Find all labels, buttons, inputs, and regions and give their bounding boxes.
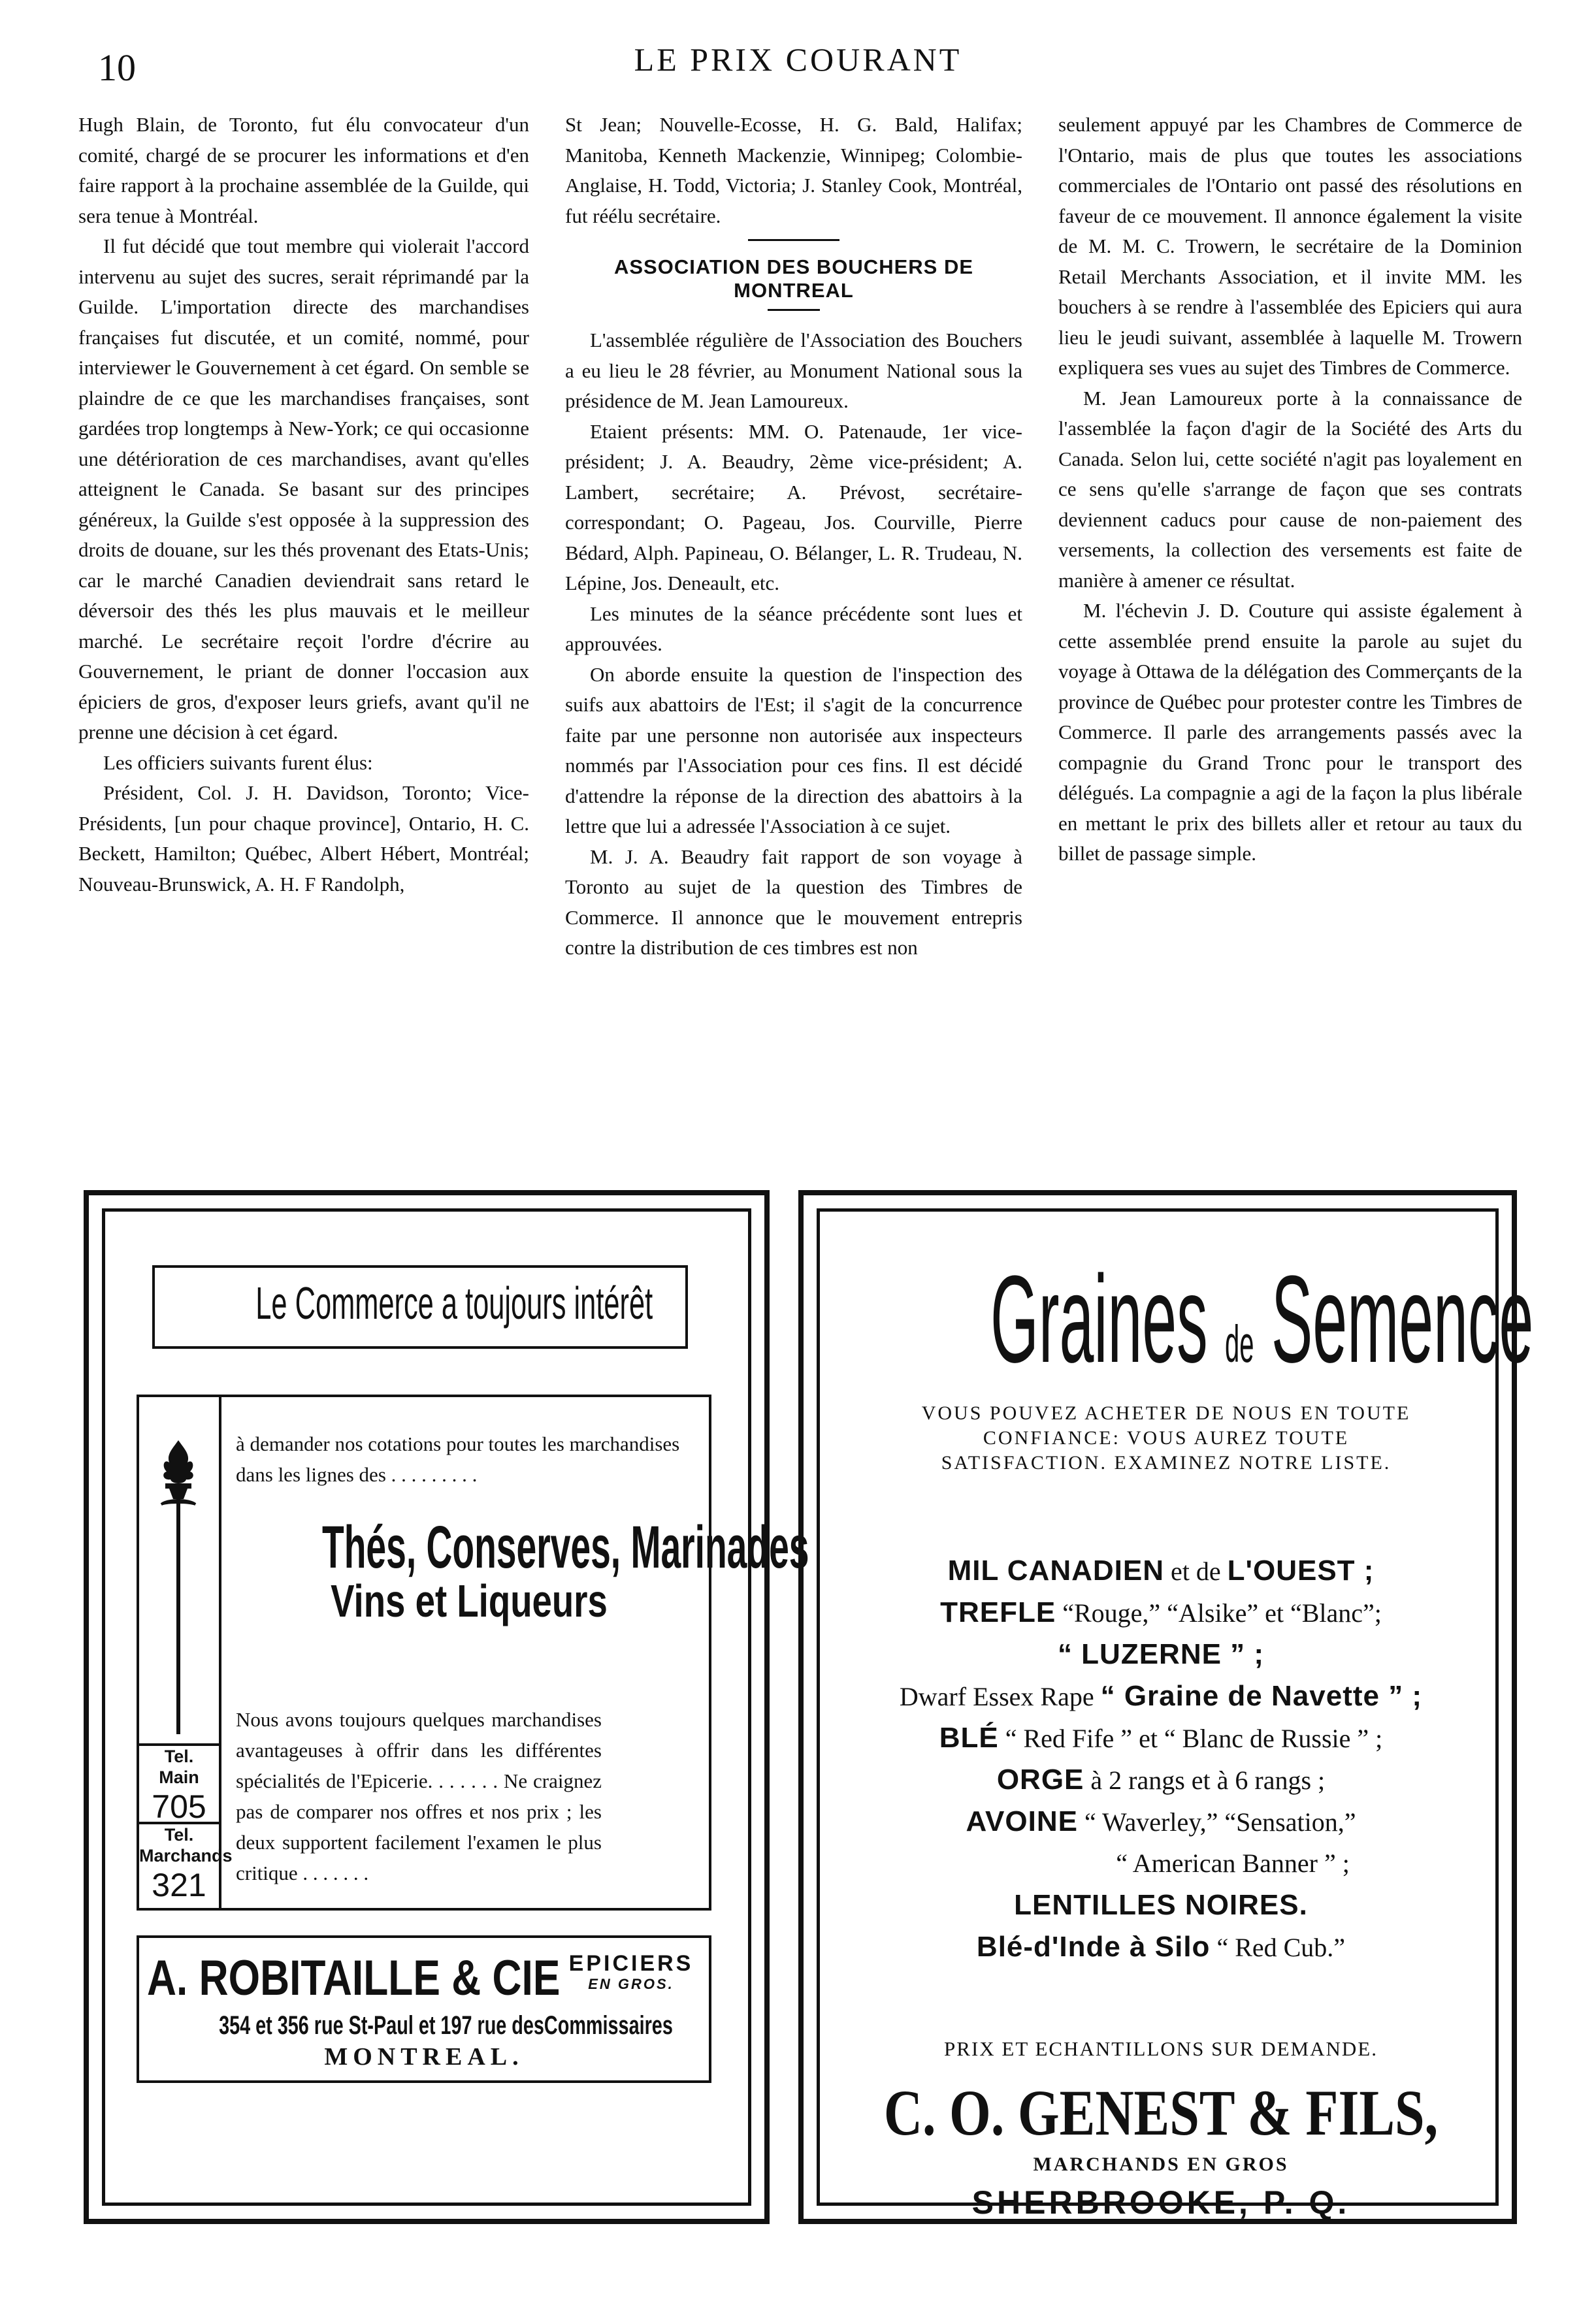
company-name: C. O. GENEST & FILS, bbox=[883, 2076, 1439, 2149]
publication-title: LE PRIX COURANT bbox=[634, 41, 962, 78]
ad-title: Graines de Semence bbox=[990, 1250, 1534, 1389]
paragraph: St Jean; Nouvelle-Ecosse, H. G. Bald, Halifax; Manitoba, Kenneth Mackenzie, Winnipeg; Colombie-Anglaise, H. Todd, Victoria; J. Stanley Cook, Montréal, fut réélu secrétaire. bbox=[565, 113, 1022, 227]
ad-banner-text: Le Commerce a toujours intérêt bbox=[255, 1278, 653, 1329]
paragraph: Les officiers suivants furent élus: bbox=[103, 750, 373, 774]
company-trade bbox=[557, 1951, 705, 1993]
ad-content-box bbox=[137, 1395, 809, 1911]
ad-company-box bbox=[137, 1935, 711, 2083]
telephone-main bbox=[139, 1743, 219, 1824]
article-column-2 bbox=[565, 110, 1022, 963]
tel-number: 321 bbox=[152, 1867, 206, 1903]
paragraph: M. Jean Lamoureux porte à la connaissance de l'assemblée la façon d'agir de la Société des Arts du Canada. Selon lui, cette société n'agit pas loyalement en ce sens qu'elle s'arrange de façon que ses contrats deviennent caducs pour cause de non-paiement des versements, la collection des versements est faite de manière à amener ce résultat. bbox=[1058, 386, 1522, 592]
heading-rule bbox=[768, 309, 820, 311]
ad-headline-products: Thés, Conserves, Marinades bbox=[322, 1514, 809, 1581]
tel-label: Tel. bbox=[164, 1825, 194, 1845]
product-line: “ LUZERNE ” ; bbox=[1057, 1638, 1265, 1670]
ad-banner bbox=[152, 1265, 688, 1349]
ad-inner-frame bbox=[102, 1208, 809, 2206]
paragraph: L'assemblée régulière de l'Association des Bouchers a eu lieu le 28 février, au Monument National sous la présidence de M. Jean Lamoureux. bbox=[565, 329, 1022, 412]
advertisement-robitaille bbox=[84, 1190, 809, 2224]
product-line: MIL CANADIEN et de L'OUEST ; bbox=[947, 1555, 1375, 1587]
product-line: Blé-d'Inde à Silo “ Red Cub.” bbox=[976, 1931, 1346, 1963]
product-line: ORGE à 2 rangs et à 6 rangs ; bbox=[996, 1764, 1326, 1796]
paragraph: Etaient présents: MM. O. Patenaude, 1er vice-président; J. A. Beaudry, 2ème vice-président; A. Lambert, secrétaire; A. Prévost, secrétaire-correspondant; O. Pageau, Jos. Courville, Pierre Bédard, Alph. Papineau, O. Bélanger, L. R. Trudeau, N. Lépine, Jos. Deneault, etc. bbox=[565, 419, 1022, 594]
company-city: SHERBROOKE, P. Q. bbox=[971, 2184, 1350, 2221]
ad-intro-text: VOUS POUVEZ ACHETER DE NOUS EN TOUTE CONFIANCE: VOUS AUREZ TOUTE SATISFACTION. EXAMINEZ NOTRE LISTE. bbox=[921, 1402, 1411, 1474]
trade-sublabel: EN GROS. bbox=[588, 1976, 674, 1992]
page-number: 10 bbox=[98, 46, 136, 89]
tel-label: Tel. bbox=[164, 1747, 194, 1766]
paragraph: M. l'échevin J. D. Couture qui assiste également à cette assemblée prend ensuite la parole au sujet du voyage à Ottawa de la délégation des Commerçants de la province de Québec pour protester contre les Timbres de Commerce. Il parle des arrangements passés avec la compagnie du Grand Tronc pour le transport des délégués. La compagnie a agi de la façon la plus libérale en mettant le prix des billets aller et retour au taux du billet de passage simple. bbox=[1058, 599, 1522, 865]
company-name: A. ROBITAILLE & CIE bbox=[147, 1950, 561, 2006]
paragraph: On aborde ensuite la question de l'inspection des suifs aux abattoirs de l'Est; il s'agit de la concurrence faite par une personne non autorisée aux inspecteurs nommés par l'Association pour ces fins. Il est décidé d'attendre la réponse de la direction des abattoirs à la lettre que lui a adressée l'Association à ce sujet. bbox=[565, 662, 1022, 837]
product-line: LENTILLES NOIRES. bbox=[1014, 1889, 1308, 1921]
paragraph: seulement appuyé par les Chambres de Commerce de l'Ontario, mais de plus que toutes les associations commerciales de l'Ontario ont passé des résolutions en faveur de ce mouvement. Il annonce également la visite de M. M. C. Trowern, le secrétaire de la Dominion Retail Merchants Association, et il invite MM. les bouchers à se rendre à l'assemblée des Epiciers qui aura lieu le jeudi suivant, assemblée à laquelle M. Trowern expliquera ses vues au sujet des Timbres de Commerce. bbox=[1058, 113, 1522, 379]
product-line: Dwarf Essex Rape “ Graine de Navette ” ; bbox=[899, 1680, 1423, 1712]
torch-ornament-icon bbox=[152, 1436, 204, 1737]
product-line: AVOINE “ Waverley,” “Sensation,” bbox=[966, 1805, 1356, 1837]
advertisement-genest bbox=[798, 1190, 1534, 2224]
article-column-3 bbox=[1058, 110, 1522, 869]
product-line: TREFLE “Rouge,” “Alsike” et “Blanc”; bbox=[940, 1596, 1382, 1628]
ad-sidebar bbox=[139, 1397, 233, 1908]
company-trade: MARCHANDS EN GROS bbox=[1033, 2154, 1289, 2175]
ad-inner-frame bbox=[817, 1208, 1534, 2221]
paragraph: Il fut décidé que tout membre qui violerait l'accord intervenu au sujet des sucres, serait réprimandé par la Guilde. L'importation directe des marchandises françaises fut discutée, et un comité, nommé, pour interviewer le Gouvernement à cet égard. On semble se plaindre de ce que les marchandises françaises, sont gardées trop longtemps à New-York; ce qui occasionne une détérioration de ces marchandises, avant qu'elles atteignent le Canada. Se basant sur des principes généreux, la Guilde s'est opposée à la suppression des droits de douane, sur les thés provenant des Etats-Unis; car le marché Canadien deviendrait sans retard le déversoir des thés les plus mauvais et le meilleur marché. Le secrétaire reçoit l'ordre d'écrire au Gouvernement, le priant de donner l'occasion aux épiciers de gros, d'exposer leurs griefs, avant qu'il ne prenne une décision à cet égard. bbox=[78, 234, 529, 743]
section-divider bbox=[748, 239, 839, 241]
section-heading: ASSOCIATION DES BOUCHERS DE MONTREAL bbox=[613, 255, 974, 302]
product-line: BLÉ “ Red Fife ” et “ Blanc de Russie ” ; bbox=[939, 1722, 1383, 1754]
paragraph: Hugh Blain, de Toronto, fut élu convocateur d'un comité, chargé de se procurer les informations et d'en faire rapport à la prochaine assemblée de la Guilde, qui sera tenue à Montréal. bbox=[78, 113, 529, 227]
ad-body-text: Nous avons toujours quelques marchandises avantageuses à offrir dans les différentes spécialités de l'Epicerie. . . . . . . Ne craignez pas de comparer nos offres et nos prix ; les deux supportent facilement l'examen le plus critique . . . . . . . bbox=[236, 1708, 602, 1884]
product-line: “ American Banner ” ; bbox=[1116, 1848, 1350, 1878]
ad-intro-text: à demander nos cotations pour toutes les marchandises dans les lignes des . . . . . . . . . bbox=[236, 1432, 680, 1486]
telephone-marchands bbox=[139, 1822, 233, 1911]
ad-prices-note: PRIX ET ECHANTILLONS SUR DEMANDE. bbox=[944, 2037, 1378, 2060]
tel-line-label: Marchands bbox=[139, 1846, 233, 1865]
tel-number: 705 bbox=[152, 1788, 206, 1825]
paragraph: M. J. A. Beaudry fait rapport de son voyage à Toronto au sujet de la question des Timbres de Commerce. Il annonce que le mouvement entrepris contre la distribution de ces timbres est non bbox=[565, 845, 1022, 959]
tel-line-label: Main bbox=[159, 1767, 199, 1787]
article-column-1 bbox=[78, 110, 529, 899]
trade-label: EPICIERS bbox=[568, 1951, 694, 1976]
company-address: 354 et 356 rue St-Paul et 197 rue desCommissaires bbox=[219, 2011, 673, 2040]
ad-headline-wines: Vins et Liqueurs bbox=[331, 1575, 608, 1626]
paragraph: Président, Col. J. H. Davidson, Toronto; Vice-Présidents, [un pour chaque province], Ontario, H. C. Beckett, Hamilton; Québec, Albert Hébert, Montréal; Nouveau-Brunswick, A. H. F Randolph, bbox=[78, 781, 529, 896]
company-city: MONTREAL. bbox=[324, 2043, 524, 2071]
paragraph: Les minutes de la séance précédente sont lues et approuvées. bbox=[565, 602, 1022, 655]
